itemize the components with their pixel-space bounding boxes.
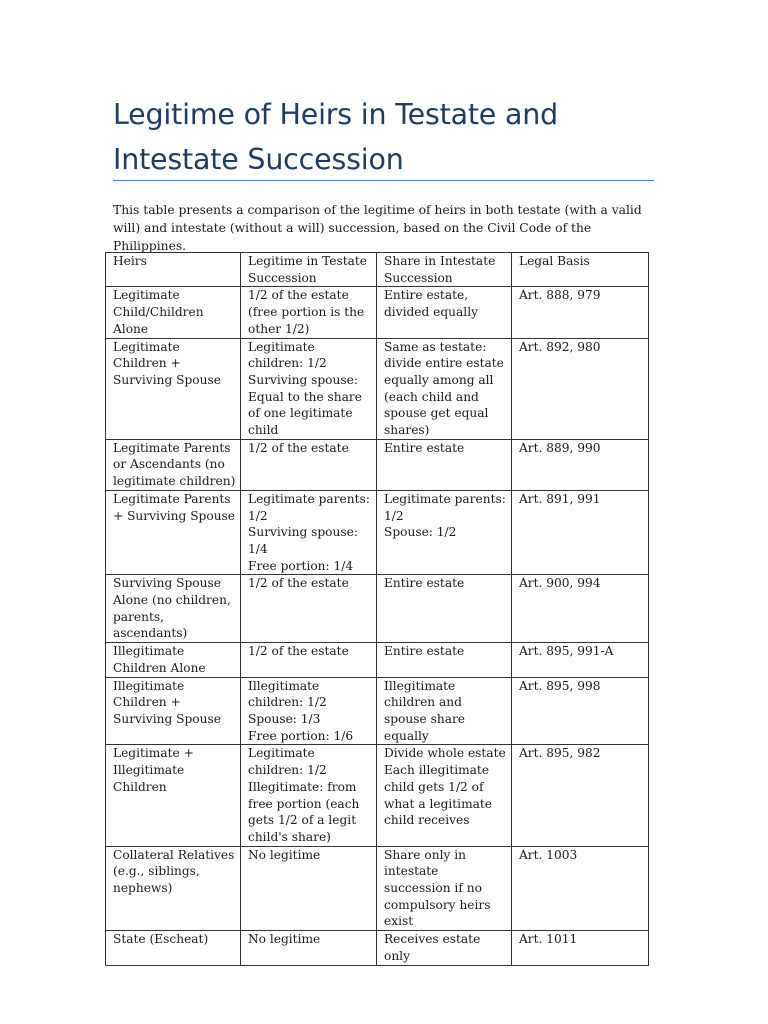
cell-intestate: Entire estate — [377, 439, 512, 490]
cell-heirs: Surviving Spouse Alone (no children, parents, ascendants) — [106, 575, 241, 643]
page-title: Legitime of Heirs in Testate and Intestate Succession — [113, 98, 559, 176]
table-row — [106, 931, 649, 965]
cell-testate: 1/2 of the estate — [241, 439, 377, 490]
cell-testate: Illegitimate children: 1/2 Spouse: 1/3 Free portion: 1/6 — [241, 677, 377, 745]
cell-testate: 1/2 of the estate (free portion is the other 1/2) — [241, 287, 377, 338]
cell-legal-basis: Art. 895, 982 — [512, 745, 649, 846]
table-row — [106, 439, 649, 490]
table-header-row — [106, 253, 649, 287]
cell-intestate: Illegitimate children and spouse share equally — [377, 677, 512, 745]
cell-heirs: Illegitimate Children Alone — [106, 643, 241, 677]
table-row — [106, 338, 649, 439]
cell-intestate: Entire estate — [377, 575, 512, 643]
cell-testate: Legitimate children: 1/2 Surviving spouse: Equal to the share of one legitimate child — [241, 338, 377, 439]
cell-heirs: Illegitimate Children + Surviving Spouse — [106, 677, 241, 745]
cell-heirs: Legitimate Parents + Surviving Spouse — [106, 490, 241, 575]
cell-testate: No legitime — [241, 931, 377, 965]
title-divider — [113, 180, 654, 181]
header-testate: Legitime in Testate Succession — [241, 253, 377, 287]
intro-paragraph: This table presents a comparison of the legitime of heirs in both testate (with a valid will) and intestate (without a will) succession, based on the Civil Code of the Philippines. — [113, 203, 642, 253]
table-row — [106, 287, 649, 338]
cell-legal-basis: Art. 900, 994 — [512, 575, 649, 643]
heirs-legitime-table — [105, 252, 649, 966]
cell-testate: Legitimate children: 1/2 Illegitimate: from free portion (each gets 1/2 of a legit child's share) — [241, 745, 377, 846]
cell-heirs: Legitimate Children + Surviving Spouse — [106, 338, 241, 439]
cell-legal-basis: Art. 888, 979 — [512, 287, 649, 338]
cell-legal-basis: Art. 891, 991 — [512, 490, 649, 575]
cell-heirs: State (Escheat) — [106, 931, 241, 965]
table-row — [106, 643, 649, 677]
cell-testate: Legitimate parents: 1/2 Surviving spouse: 1/4 Free portion: 1/4 — [241, 490, 377, 575]
header-heirs: Heirs — [106, 253, 241, 287]
table-row — [106, 745, 649, 846]
cell-heirs: Collateral Relatives (e.g., siblings, nephews) — [106, 846, 241, 931]
cell-legal-basis: Art. 1011 — [512, 931, 649, 965]
cell-legal-basis: Art. 895, 991-A — [512, 643, 649, 677]
cell-heirs: Legitimate Child/Children Alone — [106, 287, 241, 338]
cell-intestate: Entire estate, divided equally — [377, 287, 512, 338]
cell-intestate: Receives estate only — [377, 931, 512, 965]
cell-testate: 1/2 of the estate — [241, 643, 377, 677]
cell-legal-basis: Art. 892, 980 — [512, 338, 649, 439]
table-row — [106, 575, 649, 643]
header-intestate: Share in Intestate Succession — [377, 253, 512, 287]
cell-heirs: Legitimate + Illegitimate Children — [106, 745, 241, 846]
cell-intestate: Divide whole estate Each illegitimate child gets 1/2 of what a legitimate child receives — [377, 745, 512, 846]
header-legal-basis: Legal Basis — [512, 253, 649, 287]
cell-intestate: Entire estate — [377, 643, 512, 677]
cell-heirs: Legitimate Parents or Ascendants (no legitimate children) — [106, 439, 241, 490]
cell-legal-basis: Art. 895, 998 — [512, 677, 649, 745]
cell-intestate: Legitimate parents: 1/2 Spouse: 1/2 — [377, 490, 512, 575]
cell-legal-basis: Art. 889, 990 — [512, 439, 649, 490]
table-row — [106, 490, 649, 575]
cell-legal-basis: Art. 1003 — [512, 846, 649, 931]
cell-testate: No legitime — [241, 846, 377, 931]
table-row — [106, 677, 649, 745]
cell-intestate: Same as testate: divide entire estate equally among all (each child and spouse get equal shares) — [377, 338, 512, 439]
cell-testate: 1/2 of the estate — [241, 575, 377, 643]
cell-intestate: Share only in intestate succession if no compulsory heirs exist — [377, 846, 512, 931]
table-row — [106, 846, 649, 931]
